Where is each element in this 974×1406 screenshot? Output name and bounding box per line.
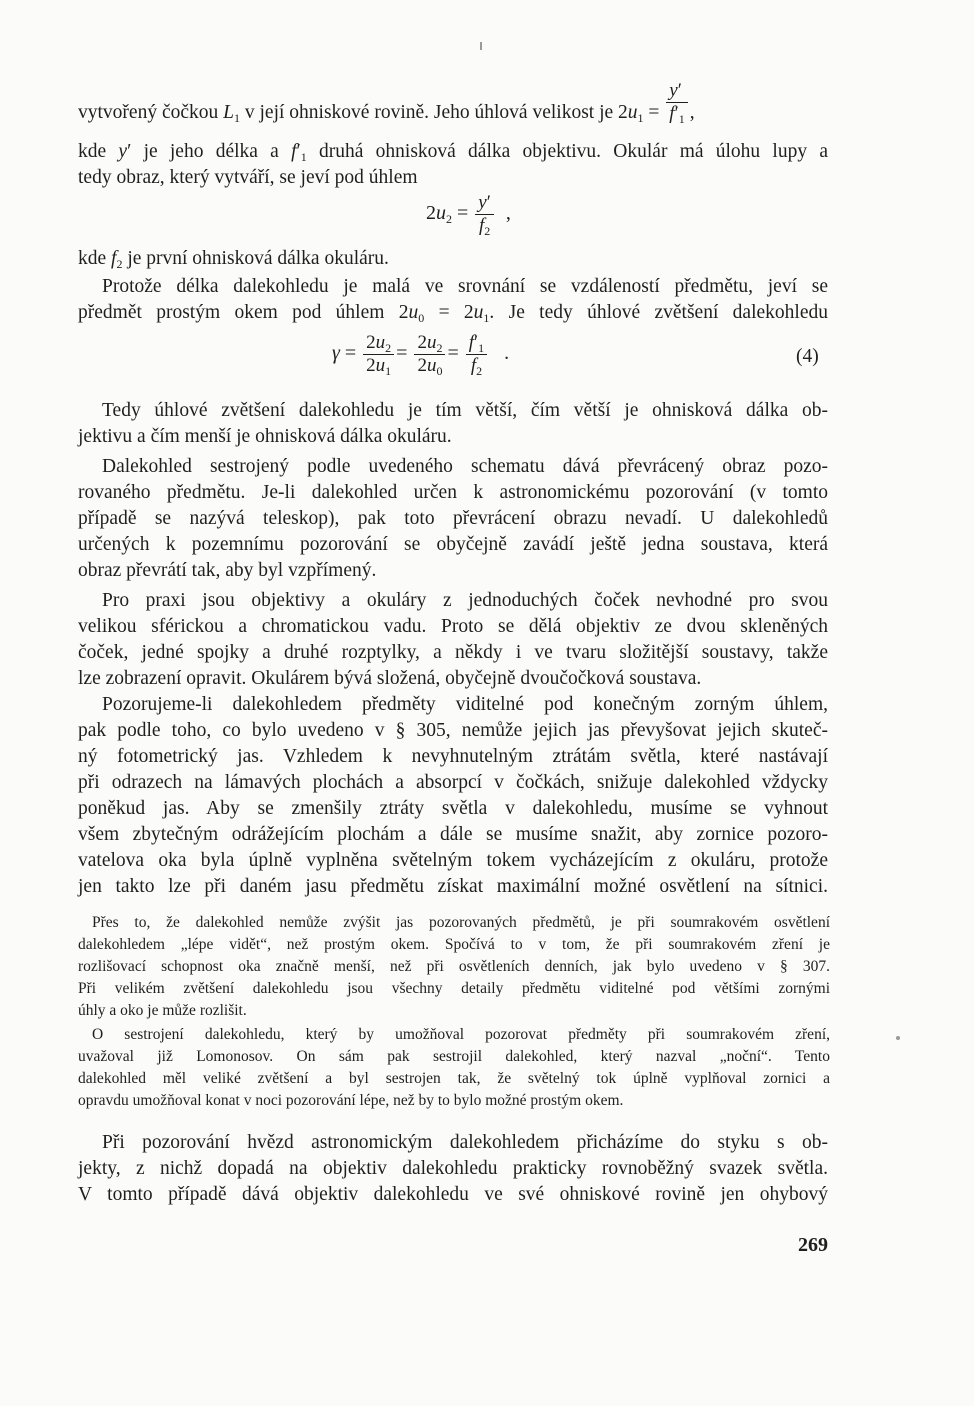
- text-line-24: jen takto lze při daném jasu předmětu získat maximální možné osvětlení na sítnici.: [78, 876, 828, 897]
- note-line-8: opravdu umožňoval konat v noci pozorování lépe, než by to bylo možné prostým okem.: [78, 1092, 624, 1109]
- text-line-8: Dalekohled sestrojený podle uvedeného schematu dává převrácený obraz pozo-: [102, 456, 828, 477]
- text-line-15: čoček, jedné spojky a druhé rozptylky, a někdy i ve tvaru složitější soustavy, takže: [78, 642, 828, 663]
- text-line-14: velikou sférickou a chromatickou vadu. Proto se dělá objektiv ze dvou skleněných: [78, 616, 828, 637]
- page-number: 269: [798, 1234, 828, 1256]
- text-line-4: Protože délka dalekohledu je malá ve srovnání se vzdáleností předmětu, jeví se: [102, 276, 828, 297]
- text-line-21: poněkud jas. Aby se zmenšily ztráty světla v dalekohledu, musíme se vyhnout: [78, 798, 828, 819]
- text-line-19: ný fotometrický jas. Vzhledem k nevyhnutelným ztrátám světla, které nastávají: [78, 746, 828, 767]
- text-line-0: vytvořený čočkou $L_1$ v její ohniskové rovině. Jeho úhlová velikost je $2u_1$ = $\frac{y'}{f'_1}$ ,: [78, 80, 695, 127]
- equation-2: γ = $\frac{2u_2}{2u_1}$ = $\frac{2u_2}{2u_0}$ = $\frac{f'_1}{f_2}$ .: [332, 332, 510, 378]
- text-line-20: při odrazech na lámavých plochách a absorpcí v čočkách, snižuje dalekohled vždycky: [78, 772, 828, 793]
- scan-speck: [896, 1036, 900, 1040]
- text-line-27: V tomto případě dává objektiv dalekohledu ve své ohniskové rovině jen ohybový: [78, 1184, 828, 1205]
- text-line-5: předmět prostým okem pod úhlem $2u_0 = 2u_1$. Je tedy úhlové zvětšení dalekohledu: [78, 302, 828, 325]
- text-line-16: lze zobrazení opravit. Okulárem bývá složená, obyčejně dvoučočková soustava.: [78, 668, 702, 689]
- text-line-13: Pro praxi jsou objektivy a okuláry z jednoduchých čoček nevhodné pro svou: [102, 590, 828, 611]
- text-line-17: Pozorujeme-li dalekohledem předměty viditelné pod konečným zorným úhlem,: [102, 694, 828, 715]
- text-line-9: rovaného předmětu. Je-li dalekohled určen k astronomickému pozorování (v tomto: [78, 482, 828, 503]
- equation-1: $2u_2$ = $\frac{y'}{f_2}$ ,: [426, 192, 511, 238]
- note-line-4: úhly a oko je může rozlišit.: [78, 1002, 247, 1019]
- text-line-23: vatelova oka byla úplně vyplněna světelným tokem vycházejícím z okuláru, protože: [78, 850, 828, 871]
- text-line-6: Tedy úhlové zvětšení dalekohledu je tím větší, čím větší je ohnisková dálka ob-: [102, 400, 828, 421]
- text-line-26: jekty, z nichž dopadá na objektiv dalekohledu prakticky rovnoběžný svazek světla.: [78, 1158, 828, 1179]
- text-line-10: případě se nazývá teleskop), pak toto převrácení obrazu nevadí. U dalekohledů: [78, 508, 828, 529]
- note-line-0: Přes to, že dalekohled nemůže zvýšit jas pozorovaných předmětů, je při soumrakovém osvětlení: [92, 914, 830, 931]
- text-line-2: tedy obraz, který vytváří, se jeví pod úhlem: [78, 167, 418, 188]
- equation-number: (4): [796, 346, 819, 367]
- note-line-5: O sestrojení dalekohledu, který by umožňoval pozorovat předměty při soumrakovém zření,: [92, 1026, 830, 1043]
- note-line-3: Při velikém zvětšení dalekohledu jsou všechny detaily předmětu viditelné pod většími zornými: [78, 980, 830, 997]
- text-line-11: určených k pozemnímu pozorování se obyčejně zavádí ještě jedna soustava, která: [78, 534, 828, 555]
- scan-speck: [480, 42, 482, 50]
- note-line-2: rozlišovací schopnost oka značně menší, než při osvětleních denních, jak bylo uvedeno v § 307.: [78, 958, 830, 975]
- text-line-22: všem zbytečným odrážejícím plochám a dále se musíme snažit, aby zornice pozoro-: [78, 824, 828, 845]
- note-line-6: uvažoval již Lomonosov. On sám pak sestrojil dalekohled, který nazval „noční“. Tento: [78, 1048, 830, 1065]
- text-line-25: Při pozorování hvězd astronomickým dalekohledem přicházíme do styku s ob-: [102, 1132, 828, 1153]
- text-line-18: pak podle toho, co bylo uvedeno v § 305, nemůže jejich jas převyšovat jejich skuteč-: [78, 720, 828, 741]
- note-line-7: dalekohled měl veliké zvětšení a byl sestrojen tak, že světelný tok úplně vyplňoval zornici a: [78, 1070, 830, 1087]
- text-line-1: kde y′ je jeho délka a $f'_1$ druhá ohnisková dálka objektivu. Okulár má úlohu lupy a: [78, 141, 828, 164]
- text-line-12: obraz převrátí tak, aby byl vzpřímený.: [78, 560, 377, 581]
- text-line-3: kde $f_2$ je první ohnisková dálka okuláru.: [78, 248, 389, 271]
- note-line-1: dalekohledem „lépe vidět“, než prostým okem. Spočívá to v tom, že při soumrakovém zření je: [78, 936, 830, 953]
- text-line-7: jektivu a čím menší je ohnisková dálka okuláru.: [78, 426, 452, 447]
